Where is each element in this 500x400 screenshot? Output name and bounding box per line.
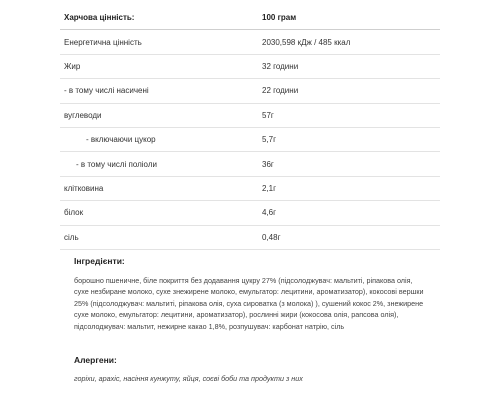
nutrition-row-fat <box>60 54 440 78</box>
nutrition-value: 5,7г <box>262 127 440 151</box>
nutrition-row-carbs <box>60 103 440 127</box>
nutrition-label: Жир <box>60 54 262 78</box>
nutrition-label: білок <box>60 201 262 225</box>
nutrition-row-salt <box>60 225 440 249</box>
nutrition-header-row <box>60 6 440 30</box>
nutrition-header-value: 100 грам <box>262 6 440 30</box>
nutrition-value: 36г <box>262 152 440 176</box>
nutrition-value: 2030,598 кДж / 485 ккал <box>262 30 440 54</box>
ingredients-title: Інгредієнти: <box>74 256 125 266</box>
nutrition-row-polyols <box>60 152 440 176</box>
allergens-text: горіхи, арахіс, насіння кунжуту, яйця, соєві боби та продукти з них <box>74 374 303 383</box>
nutrition-value: 2,1г <box>262 176 440 200</box>
nutrition-row-protein <box>60 201 440 225</box>
nutrition-value: 22 години <box>262 79 440 103</box>
nutrition-row-sugar <box>60 127 440 151</box>
nutrition-label: - в тому числі поліоли <box>60 152 262 176</box>
nutrition-value: 4,6г <box>262 201 440 225</box>
nutrition-value: 32 години <box>262 54 440 78</box>
nutrition-label: клітковина <box>60 176 262 200</box>
ingredients-text: борошно пшеничне, біле покриття без додавання цукру 27% (підсолоджувач: мальтиті, ріпакова олія, сухе незбиране молоко, сухе знежирене молоко, емульгатор: лецитини, ароматизатор), кокосові вершки 25% (підсолоджувач: мальтиті, ріпакова олія, суха сироватка (з молока) ), сушений кокос 2%, знежирене сухе молоко, емульгатор: лецитини, ароматизатор), рослинні жири (кокосова олія, рапсова олія), підсолоджувач: мальтит, нежирне какао 1,8%, розпушувач: карбонат натрію, сіль <box>74 276 424 331</box>
nutrition-label: - включаючи цукор <box>60 127 262 151</box>
nutrition-row-energy <box>60 30 440 54</box>
nutrition-label: - в тому числі насичені <box>60 79 262 103</box>
nutrition-header-label: Харчова цінність: <box>60 6 262 30</box>
allergens-title: Алергени: <box>74 355 117 365</box>
nutrition-row-fiber <box>60 176 440 200</box>
product-info-page <box>60 0 440 400</box>
nutrition-value: 57г <box>262 103 440 127</box>
nutrition-table <box>60 6 440 250</box>
nutrition-row-saturated <box>60 79 440 103</box>
nutrition-label: сіль <box>60 225 262 249</box>
nutrition-label: вуглеводи <box>60 103 262 127</box>
nutrition-value: 0,48г <box>262 225 440 249</box>
nutrition-label: Енергетична цінність <box>60 30 262 54</box>
